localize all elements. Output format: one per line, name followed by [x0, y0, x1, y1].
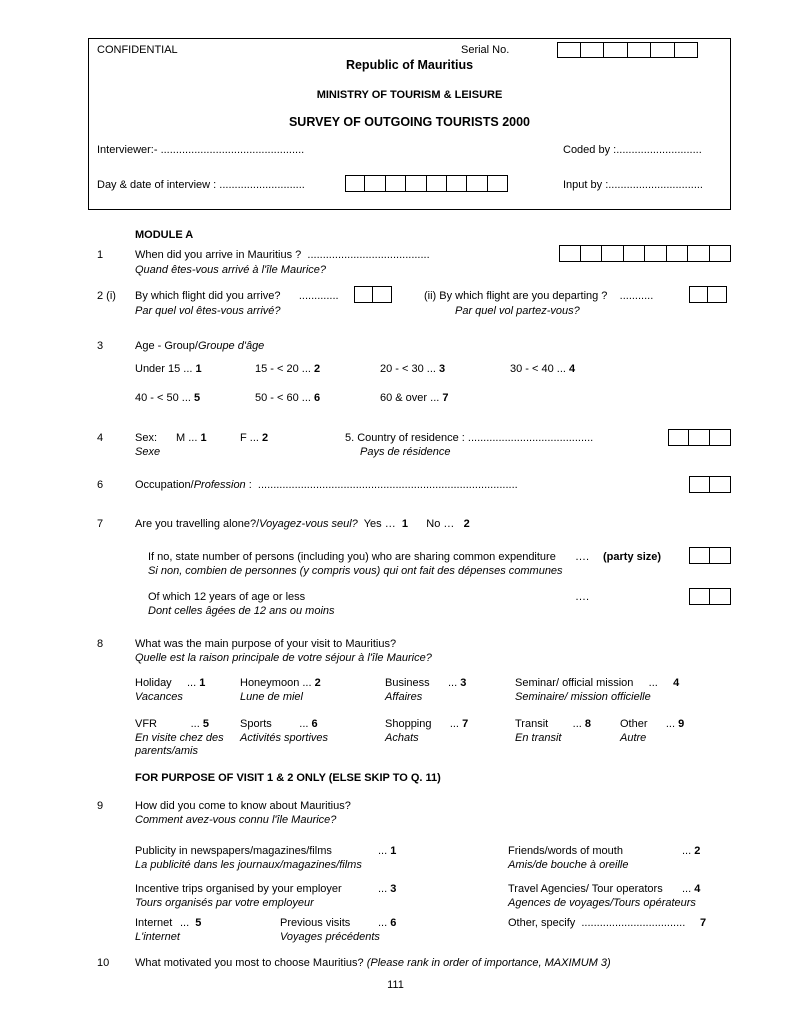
q8-option-vfr-fr2: parents/amis [135, 745, 198, 757]
q3-option-7: 60 & over ... 7 [380, 392, 449, 404]
q9-option-publicity-label: Publicity in newspapers/magazines/films [135, 845, 332, 857]
q9-option-publicity-code: ... 1 [378, 845, 397, 857]
q8-option-other-fr: Autre [620, 732, 647, 744]
q8-text-fr: Quelle est la raison principale de votre séjour à l'île Maurice? [135, 652, 432, 664]
input-by-label: Input by :............................... [563, 179, 703, 191]
country-title: Republic of Mauritius [345, 58, 474, 72]
q9-option-incentive-code: ... 3 [378, 883, 397, 895]
q5-text-fr: Pays de résidence [360, 446, 451, 458]
interview-date-boxes[interactable] [345, 175, 508, 192]
q9-option-other-code: 7 [700, 917, 707, 929]
confidential-label: CONFIDENTIAL [97, 44, 178, 56]
serial-no-label: Serial No. [461, 44, 510, 56]
q3-option-4: 30 - < 40 ... 4 [510, 363, 576, 375]
q8-text-en: What was the main purpose of your visit to Mauritius? [135, 638, 397, 650]
occupation-code-boxes[interactable] [689, 476, 731, 493]
q8-option-business-fr: Affaires [385, 691, 423, 703]
q2-number: 2 (i) [97, 290, 116, 302]
q7-party-fr: Si non, combien de personnes (y compris vous) qui ont fait des dépenses communes [148, 565, 563, 577]
arrival-date-boxes[interactable] [559, 245, 731, 262]
q3-option-5: 40 - < 50 ... 5 [135, 392, 201, 404]
q8-option-vfr: VFR ... 5 [135, 718, 209, 730]
arrival-flight-boxes[interactable] [354, 286, 392, 303]
q3-number: 3 [97, 340, 104, 352]
q1-number: 1 [97, 249, 104, 261]
q2i-text-en: By which flight did you arrive? ............. [135, 290, 339, 302]
q7-party-dots: …. [575, 551, 590, 563]
q9-option-previous-fr: Voyages précédents [280, 931, 380, 943]
q7-children-dots: …. [575, 591, 590, 603]
q3-option-6: 50 - < 60 ... 6 [255, 392, 321, 404]
q8-option-holiday: Holiday ... 1 [135, 677, 206, 689]
q8-option-business: Business ... 3 [385, 677, 467, 689]
q9-option-internet-fr: L'internet [135, 931, 180, 943]
q4-option-male: M ... 1 [176, 432, 207, 444]
party-size-label: (party size) [603, 551, 662, 563]
q9-option-incentive-label: Incentive trips organised by your employer [135, 883, 342, 895]
q7-children-text: Of which 12 years of age or less [148, 591, 306, 603]
q9-option-agencies-label: Travel Agencies/ Tour operators [508, 883, 663, 895]
party-size-boxes[interactable] [689, 547, 731, 564]
q8-option-other: Other ... 9 [620, 718, 685, 730]
q1-text-fr: Quand êtes-vous arrivé à l'île Maurice? [135, 264, 327, 276]
q4-label-en: Sex: [135, 432, 158, 444]
q9-option-other-label: Other, specify .................................. [508, 917, 686, 929]
q9-option-agencies-fr: Agences de voyages/Tours opérateurs [508, 897, 696, 909]
q9-option-incentive-fr: Tours organisés par votre employeur [135, 897, 314, 909]
q9-option-internet-code: ... 5 [180, 917, 202, 929]
q4-number: 4 [97, 432, 104, 444]
q9-text-fr: Comment avez-vous connu l'île Maurice? [135, 814, 337, 826]
q9-text-en: How did you come to know about Mauritius? [135, 800, 351, 812]
header-box [88, 38, 731, 210]
interview-date-label: Day & date of interview : ............................ [97, 179, 305, 191]
survey-title: SURVEY OF OUTGOING TOURISTS 2000 [288, 115, 531, 129]
q9-option-internet-label: Internet [135, 917, 173, 929]
q2ii-text-fr: Par quel vol partez-vous? [455, 305, 580, 317]
q3-option-3: 20 - < 30 ... 3 [380, 363, 446, 375]
q8-option-shopping: Shopping ... 7 [385, 718, 469, 730]
q10-number: 10 [97, 957, 110, 969]
country-code-boxes[interactable] [668, 429, 731, 446]
q2ii-text-en: (ii) By which flight are you departing ? ........... [424, 290, 654, 302]
q4-option-female: F ... 2 [240, 432, 269, 444]
q8-option-vfr-fr: En visite chez des [135, 732, 224, 744]
q9-option-previous-label: Previous visits [280, 917, 351, 929]
q8-number: 8 [97, 638, 104, 650]
q8-option-shopping-fr: Achats [385, 732, 419, 744]
q9-option-agencies-code: ... 4 [682, 883, 701, 895]
q3-option-2: 15 - < 20 ... 2 [255, 363, 321, 375]
ministry-title: MINISTRY OF TOURISM & LEISURE [316, 89, 503, 101]
coded-by-label: Coded by :............................ [563, 144, 702, 156]
q9-option-previous-code: ... 6 [378, 917, 397, 929]
q9-option-friends-label: Friends/words of mouth [508, 845, 623, 857]
q2i-text-fr: Par quel vol êtes-vous arrivé? [135, 305, 281, 317]
q3-option-1: Under 15 ... 1 [135, 363, 202, 375]
departure-flight-boxes[interactable] [689, 286, 727, 303]
q1-text-en: When did you arrive in Mauritius ? ........................................ [135, 249, 430, 261]
q6-number: 6 [97, 479, 104, 491]
q7-children-fr: Dont celles âgées de 12 ans ou moins [148, 605, 335, 617]
q8-option-honeymoon: Honeymoon ... 2 [240, 677, 321, 689]
page-number: 111 [387, 979, 404, 991]
q8-option-seminar: Seminar/ official mission ... 4 [515, 677, 680, 689]
module-a-title: MODULE A [135, 229, 194, 241]
q8-option-sports: Sports ... 6 [240, 718, 318, 730]
q7-number: 7 [97, 518, 104, 530]
skip-note: FOR PURPOSE OF VISIT 1 & 2 ONLY (ELSE SKIP TO Q. 11) [135, 772, 441, 784]
q4-label-fr: Sexe [135, 446, 161, 458]
q8-option-honeymoon-fr: Lune de miel [240, 691, 303, 703]
q7-party-text: If no, state number of persons (including you) who are sharing common expenditure [148, 551, 556, 563]
q8-option-transit-fr: En transit [515, 732, 562, 744]
q8-option-holiday-fr: Vacances [135, 691, 183, 703]
children-count-boxes[interactable] [689, 588, 731, 605]
q9-option-friends-fr: Amis/de bouche à oreille [508, 859, 629, 871]
q9-option-friends-code: ... 2 [682, 845, 701, 857]
q8-option-seminar-fr: Seminaire/ mission officielle [515, 691, 651, 703]
q6-text: Occupation/Profession : ..................................................................................... [135, 479, 518, 491]
interviewer-label: Interviewer:- ............................................... [97, 144, 305, 156]
q7-text: Are you travelling alone?/Voyagez-vous seul? Yes … 1 No … 2 [135, 518, 470, 530]
serial-no-boxes[interactable] [557, 42, 698, 58]
q3-label: Age - Group/Groupe d'âge [135, 340, 265, 352]
q9-option-publicity-fr: La publicité dans les journaux/magazines/films [135, 859, 362, 871]
q8-option-sports-fr: Activités sportives [240, 732, 329, 744]
q10-text: What motivated you most to choose Mauritius? (Please rank in order of importance, MAXIMUM 3) [135, 957, 611, 969]
q5-text-en: 5. Country of residence : ......................................... [345, 432, 594, 444]
q8-option-transit: Transit ... 8 [515, 718, 592, 730]
q9-number: 9 [97, 800, 104, 812]
